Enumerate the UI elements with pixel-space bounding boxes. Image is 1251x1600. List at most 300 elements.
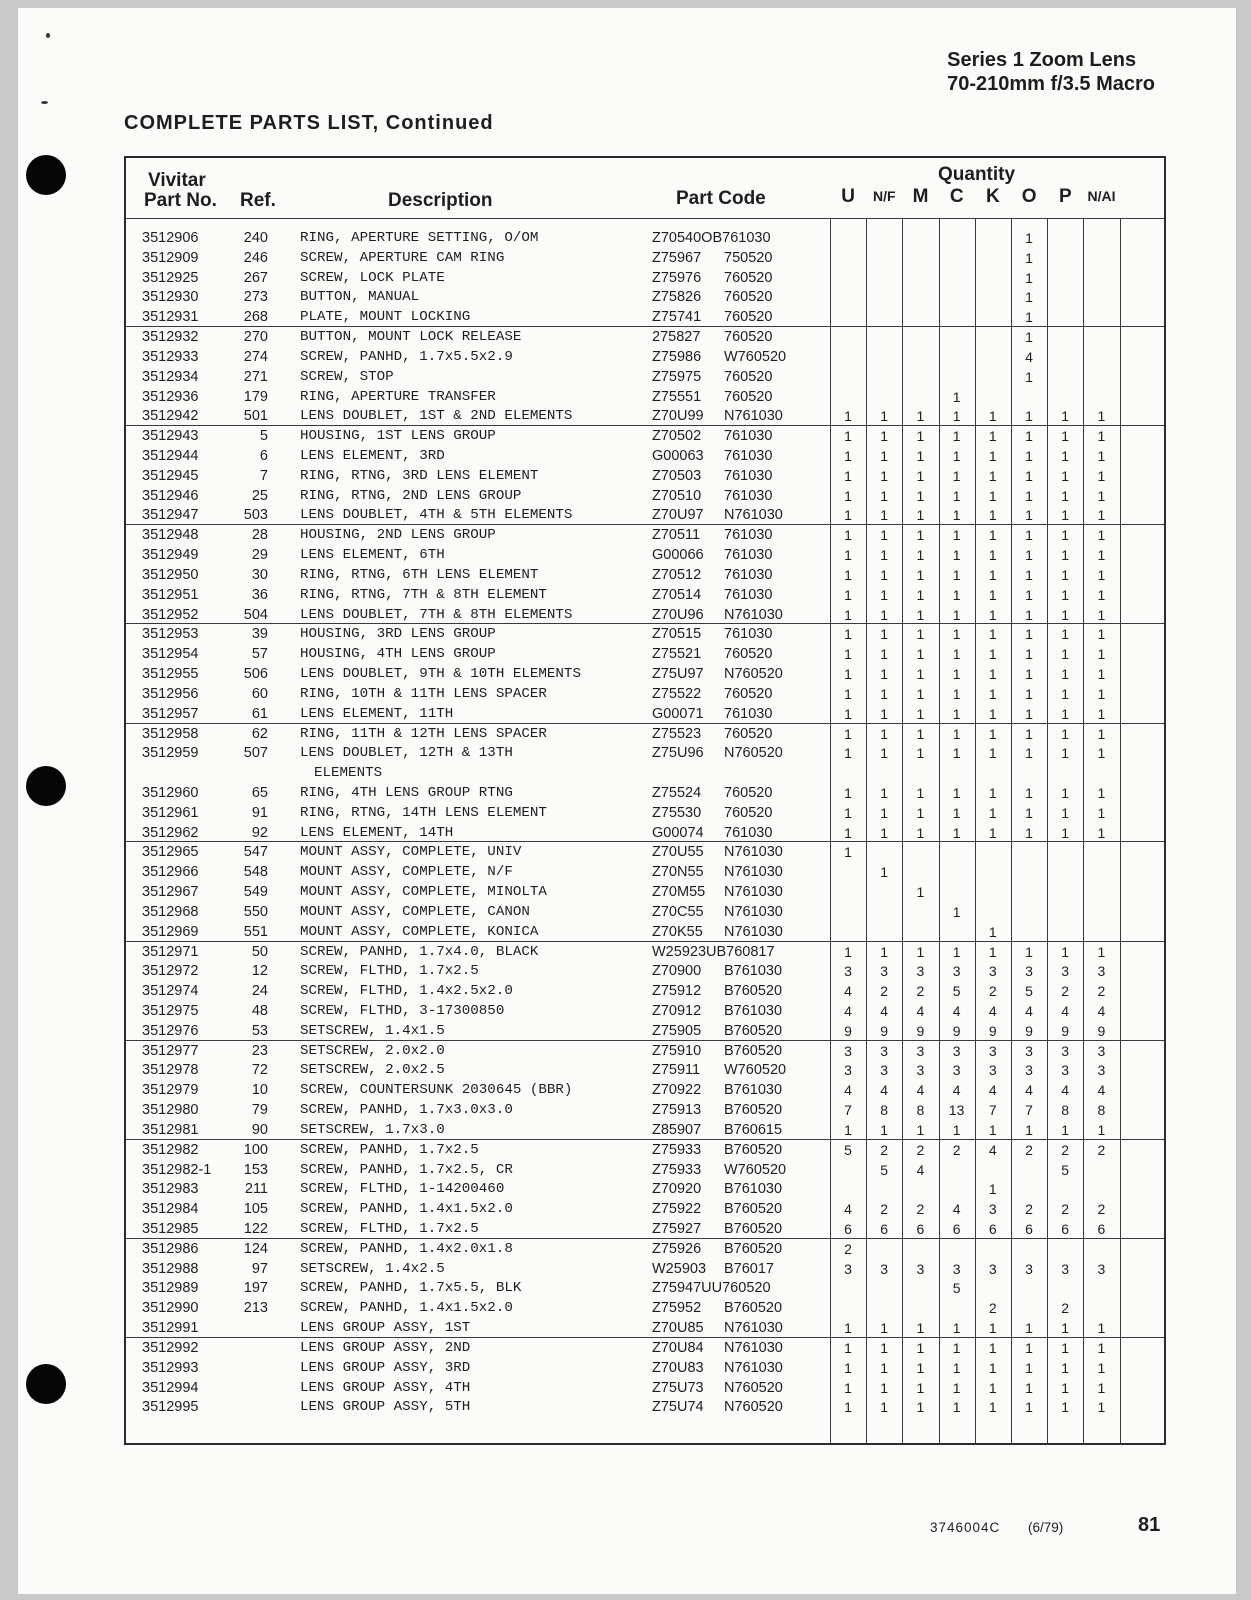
qty-cell [1011, 902, 1047, 922]
part-number: 3512952 [142, 606, 199, 623]
ref-number: 551 [243, 923, 268, 940]
qty-cell: 1 [988, 1359, 997, 1376]
qty-cell [1083, 287, 1119, 307]
part-number: 3512950 [142, 566, 199, 583]
header-qty-1: N/F [873, 188, 896, 204]
qty-cell: 1 [844, 487, 852, 504]
qty-cell: 1 [1025, 547, 1033, 564]
part-number: 3512995 [142, 1399, 199, 1416]
qty-cell [1047, 287, 1083, 307]
part-number: 3512958 [142, 725, 199, 742]
qty-cell: 1 [1025, 1320, 1033, 1337]
qty-cell: 1 [1061, 448, 1070, 465]
part-code: Z70U55 [652, 844, 704, 861]
ref-number: 179 [243, 388, 268, 405]
description: RING, RTNG, 2ND LENS GROUP [300, 487, 522, 504]
ref-number [226, 1318, 268, 1338]
qty-cell: 1 [880, 943, 889, 960]
description: LENS ELEMENT, 14TH [300, 824, 454, 841]
qty-cell [830, 1160, 866, 1180]
qty-cell: 1 [1061, 1379, 1070, 1396]
qty-cell: 1 [916, 646, 925, 663]
series-line-1: Series 1 Zoom Lens [947, 49, 1137, 71]
qty-cell [1047, 862, 1083, 882]
part-code: Z75U97 [652, 666, 704, 683]
qty-cell: 1 [952, 408, 961, 425]
part-number: 3512991 [142, 1320, 199, 1337]
part-number: 3512947 [142, 507, 199, 524]
qty-cell: 2 [988, 1300, 997, 1317]
ref-number: 100 [243, 1141, 268, 1158]
part-number: 3512982 [142, 1141, 199, 1158]
part-code-suffix: 760520 [724, 289, 773, 306]
qty-cell [866, 842, 902, 862]
qty-cell: 1 [952, 586, 961, 603]
qty-cell [866, 902, 902, 922]
qty-cell: 1 [988, 725, 997, 742]
qty-cell: 6 [952, 1221, 961, 1237]
qty-cell: 4 [1097, 1082, 1106, 1099]
part-code: Z75912 [652, 983, 702, 1000]
qty-cell [830, 922, 866, 942]
qty-cell: 1 [1025, 705, 1033, 722]
description: SETSCREW, 1.7x3.0 [300, 1121, 445, 1138]
qty-cell: 1 [916, 884, 925, 901]
qty-cell [830, 228, 866, 248]
qty-cell: 1 [1097, 408, 1106, 425]
page-number: 81 [1138, 1514, 1161, 1536]
description: SCREW, PANHD, 1.4x1.5x2.0 [300, 1201, 513, 1218]
qty-cell: 1 [1025, 943, 1033, 960]
part-number: 3512983 [142, 1181, 199, 1198]
qty-cell: 1 [1061, 804, 1070, 821]
ref-number: 90 [251, 1121, 268, 1138]
ref-number: 273 [243, 289, 268, 306]
qty-cell: 2 [1061, 1201, 1070, 1218]
qty-cell: 1 [880, 824, 889, 841]
qty-cell: 4 [844, 1002, 852, 1019]
part-number: 3512984 [142, 1201, 199, 1218]
ref-number: 503 [243, 507, 268, 524]
qty-cell: 1 [988, 408, 997, 425]
part-code-suffix: N761030 [724, 1359, 783, 1376]
qty-cell: 1 [1061, 507, 1070, 524]
part-code-suffix: 750520 [724, 249, 773, 266]
qty-cell: 1 [952, 388, 961, 405]
part-code-suffix: 760520 [724, 329, 773, 346]
header-description: Description [388, 190, 493, 211]
qty-cell: 3 [988, 1062, 997, 1079]
qty-cell: 1 [1025, 725, 1033, 742]
qty-cell: 1 [916, 745, 925, 762]
qty-cell [902, 902, 938, 922]
qty-cell: 3 [1061, 963, 1070, 980]
part-code: Z75933 [652, 1161, 702, 1178]
qty-cell [866, 922, 902, 942]
qty-cell: 1 [844, 745, 852, 762]
part-code-suffix: 760520 [724, 784, 773, 801]
binder-hole-top [26, 155, 66, 195]
qty-cell: 3 [1025, 1062, 1033, 1079]
ref-number: 91 [251, 804, 268, 821]
qty-cell [975, 842, 1011, 862]
qty-cell: 1 [844, 448, 852, 465]
qty-cell: 1 [952, 903, 961, 920]
qty-cell [939, 228, 975, 248]
qty-cell [1011, 922, 1047, 942]
qty-cell [975, 862, 1011, 882]
qty-cell: 1 [844, 626, 852, 643]
qty-cell: 3 [952, 1042, 961, 1059]
qty-cell: 3 [1061, 1062, 1070, 1079]
header-divider [126, 218, 1164, 219]
qty-cell [975, 228, 1011, 248]
qty-cell: 7 [844, 1102, 852, 1119]
ref-number: 57 [251, 646, 268, 663]
qty-cell: 1 [844, 566, 852, 583]
part-code: Z75905 [652, 1022, 702, 1039]
part-code: Z75551 [652, 388, 702, 405]
qty-cell [866, 287, 902, 307]
part-code-suffix: 760520 [724, 804, 773, 821]
part-code-suffix: B760520 [724, 1102, 783, 1119]
qty-cell: 1 [844, 606, 852, 623]
qty-cell [975, 307, 1011, 327]
qty-cell: 1 [1097, 824, 1106, 841]
qty-cell: 1 [1025, 606, 1033, 623]
qty-cell: 4 [844, 1082, 852, 1099]
ref-number: 5 [259, 428, 268, 445]
qty-cell: 4 [916, 1002, 925, 1019]
qty-cell: 1 [916, 448, 925, 465]
qty-cell: 2 [916, 983, 925, 1000]
qty-cell: 1 [916, 566, 925, 583]
qty-cell [1047, 1239, 1083, 1259]
part-code: Z70502 [652, 428, 702, 445]
part-number: 3512942 [142, 408, 199, 425]
qty-cell: 1 [880, 527, 889, 544]
qty-cell [902, 1298, 938, 1318]
description: LENS GROUP ASSY, 1ST [300, 1320, 471, 1337]
qty-cell: 1 [1061, 1121, 1070, 1138]
scan-speck [41, 101, 48, 104]
part-number: 3512982-1 [142, 1161, 212, 1178]
qty-cell [902, 387, 938, 407]
qty-cell: 1 [988, 487, 997, 504]
part-code: Z70C55 [652, 903, 704, 920]
qty-cell: 1 [1061, 646, 1070, 663]
description: LENS ELEMENT, 6TH [300, 547, 445, 564]
part-code-suffix: B760520 [724, 1141, 783, 1158]
qty-cell: 3 [916, 1042, 925, 1059]
qty-cell: 1 [1097, 705, 1106, 722]
qty-cell [1083, 248, 1119, 268]
part-code: Z70540OB761030 [652, 230, 771, 246]
qty-cell [975, 1160, 1011, 1180]
qty-cell [902, 347, 938, 367]
part-code: Z70512 [652, 566, 702, 583]
qty-cell: 1 [880, 1399, 889, 1416]
qty-cell: 1 [1025, 566, 1033, 583]
part-code: Z75975 [652, 368, 702, 385]
qty-cell [1047, 367, 1083, 387]
part-code-suffix: 760520 [724, 269, 773, 286]
qty-cell [1047, 228, 1083, 248]
qty-cell: 1 [1061, 685, 1070, 702]
qty-cell: 4 [988, 1002, 997, 1019]
qty-cell: 1 [952, 804, 961, 821]
qty-cell: 1 [1025, 745, 1033, 762]
part-code-suffix: 761030 [724, 547, 773, 564]
qty-cell [1011, 882, 1047, 902]
part-code: Z75521 [652, 646, 702, 663]
part-code-suffix: B761030 [724, 1181, 783, 1198]
qty-cell: 1 [1025, 368, 1033, 385]
description: LENS GROUP ASSY, 5TH [300, 1399, 471, 1416]
part-code: Z75952 [652, 1300, 702, 1317]
qty-cell: 1 [952, 547, 961, 564]
qty-cell: 1 [1097, 507, 1106, 524]
part-number: 3512994 [142, 1379, 199, 1396]
qty-cell [939, 1298, 975, 1318]
description: SCREW, PANHD, 1.4x1.5x2.0 [300, 1300, 513, 1317]
ref-number: 246 [243, 249, 268, 266]
description: LENS GROUP ASSY, 2ND [300, 1339, 471, 1356]
qty-cell: 1 [952, 487, 961, 504]
qty-cell: 1 [1025, 1121, 1033, 1138]
qty-cell: 1 [880, 467, 889, 484]
part-number: 3512977 [142, 1042, 199, 1059]
ref-number: 506 [243, 666, 268, 683]
description: RING, APERTURE SETTING, O/OM [300, 230, 539, 246]
qty-cell [1047, 347, 1083, 367]
qty-cell: 2 [988, 983, 997, 1000]
qty-cell [1083, 862, 1119, 882]
part-code-suffix: N761030 [724, 923, 783, 940]
description: SETSCREW, 1.4x1.5 [300, 1022, 445, 1039]
qty-cell: 5 [1061, 1161, 1070, 1178]
qty-cell: 1 [952, 428, 961, 445]
qty-cell: 1 [916, 1121, 925, 1138]
part-code: G00074 [652, 824, 704, 841]
part-number: 3512959 [142, 745, 199, 762]
qty-cell: 4 [952, 1201, 961, 1218]
qty-cell: 1 [1061, 1359, 1070, 1376]
part-code-suffix: 761030 [724, 566, 773, 583]
ref-number: 50 [251, 943, 268, 960]
ref-number: 274 [243, 348, 268, 365]
qty-cell: 6 [880, 1221, 889, 1237]
part-code: Z70900 [652, 963, 702, 980]
description: MOUNT ASSY, COMPLETE, MINOLTA [300, 884, 547, 901]
qty-cell: 1 [1097, 1399, 1106, 1416]
part-code: Z70U84 [652, 1339, 704, 1356]
ref-number: 501 [243, 408, 268, 425]
qty-cell: 1 [1061, 824, 1070, 841]
qty-cell [866, 387, 902, 407]
qty-cell [866, 763, 902, 783]
qty-cell [902, 287, 938, 307]
qty-cell: 1 [988, 1320, 997, 1337]
qty-cell [1047, 882, 1083, 902]
qty-cell: 13 [948, 1102, 965, 1119]
qty-cell: 3 [916, 1062, 925, 1079]
qty-cell [1047, 268, 1083, 288]
description: SCREW, PANHD, 1.7x2.5, CR [300, 1161, 513, 1178]
part-code-suffix: N761030 [724, 884, 783, 901]
ref-number: 271 [243, 368, 268, 385]
qty-cell: 1 [988, 428, 997, 445]
part-code: Z70511 [652, 527, 701, 544]
qty-cell: 2 [1025, 1201, 1033, 1218]
part-number: 3512962 [142, 824, 199, 841]
qty-cell: 3 [1097, 1042, 1106, 1059]
qty-cell: 4 [1025, 1002, 1033, 1019]
qty-cell: 1 [1097, 527, 1106, 544]
qty-cell: 1 [988, 705, 997, 722]
qty-cell [830, 327, 866, 347]
part-number: 3512943 [142, 428, 199, 445]
qty-cell: 3 [952, 1260, 961, 1277]
qty-cell: 1 [880, 547, 889, 564]
qty-cell: 1 [1025, 487, 1033, 504]
qty-cell: 4 [844, 1201, 852, 1218]
part-code-suffix: B761030 [724, 963, 783, 980]
description: SCREW, PANHD, 1.7x2.5 [300, 1141, 479, 1158]
qty-cell [1011, 842, 1047, 862]
qty-cell: 1 [988, 547, 997, 564]
ref-number: 549 [243, 884, 268, 901]
description: SCREW, LOCK PLATE [300, 269, 445, 286]
ref-number: 105 [243, 1201, 268, 1218]
qty-cell [1083, 347, 1119, 367]
description: MOUNT ASSY, COMPLETE, KONICA [300, 923, 539, 940]
qty-cell: 9 [1097, 1022, 1106, 1039]
qty-cell: 1 [916, 1320, 925, 1337]
qty-cell [1083, 922, 1119, 942]
qty-cell: 1 [880, 725, 889, 742]
description: LENS DOUBLET, 4TH & 5TH ELEMENTS [300, 507, 573, 524]
qty-cell [902, 367, 938, 387]
header-qty-0: U [841, 186, 855, 207]
part-code-suffix: 760520 [724, 388, 773, 405]
qty-cell [975, 882, 1011, 902]
part-code-suffix: 761030 [724, 428, 773, 445]
qty-cell: 6 [844, 1221, 852, 1237]
qty-cell: 1 [1061, 943, 1070, 960]
qty-cell: 3 [1097, 1260, 1106, 1277]
qty-cell: 1 [880, 566, 889, 583]
qty-cell [866, 1298, 902, 1318]
qty-cell [902, 228, 938, 248]
qty-cell: 1 [844, 408, 852, 425]
description: HOUSING, 1ST LENS GROUP [300, 428, 496, 445]
ref-number: 268 [243, 309, 268, 326]
qty-cell [975, 1239, 1011, 1259]
part-code-suffix: W760520 [724, 1062, 787, 1079]
qty-cell: 1 [880, 646, 889, 663]
description: LENS DOUBLET, 12TH & 13TH [300, 745, 513, 762]
qty-cell: 1 [1097, 448, 1106, 465]
part-code: Z70514 [652, 586, 702, 603]
description: BUTTON, MANUAL [300, 289, 420, 306]
header-ref: Ref. [240, 190, 276, 211]
document-date: (6/79) [1028, 1520, 1064, 1535]
qty-cell: 1 [916, 1359, 925, 1376]
qty-cell [975, 268, 1011, 288]
ref-number: 548 [243, 864, 268, 881]
qty-cell: 1 [1097, 646, 1106, 663]
part-number: 3512955 [142, 666, 199, 683]
part-code-suffix: W760520 [724, 1161, 787, 1178]
qty-cell: 1 [1097, 547, 1106, 564]
part-number: 3512946 [142, 487, 199, 504]
ref-number: 36 [251, 586, 268, 603]
qty-cell: 1 [1025, 804, 1033, 821]
ref-number [226, 1397, 268, 1417]
part-number: 3512990 [142, 1300, 199, 1317]
qty-cell: 1 [916, 507, 925, 524]
qty-cell [866, 248, 902, 268]
qty-cell: 3 [1061, 1042, 1070, 1059]
qty-cell: 3 [988, 1260, 997, 1277]
description: SCREW, PANHD, 1.7x5.5x2.9 [300, 348, 513, 365]
ref-number: 25 [251, 487, 268, 504]
qty-cell: 1 [988, 586, 997, 603]
qty-cell: 2 [1061, 1141, 1070, 1158]
part-code: W25923UB760817 [652, 943, 775, 960]
part-number: 3512909 [142, 249, 199, 266]
qty-cell: 1 [952, 1359, 961, 1376]
qty-cell: 1 [1025, 1359, 1033, 1376]
qty-cell: 1 [988, 626, 997, 643]
part-code: Z70U83 [652, 1359, 704, 1376]
part-code: Z75U74 [652, 1399, 704, 1416]
part-code-suffix: 761030 [724, 527, 773, 544]
qty-cell: 1 [952, 448, 961, 465]
part-number: 3512954 [142, 646, 199, 663]
part-number: 3512974 [142, 983, 199, 1000]
ref-number: 504 [243, 606, 268, 623]
qty-cell: 1 [1025, 329, 1033, 346]
qty-cell [939, 347, 975, 367]
part-code-suffix: 761030 [724, 705, 773, 722]
qty-cell: 8 [1061, 1102, 1070, 1119]
part-number: 3512975 [142, 1002, 199, 1019]
qty-cell: 3 [880, 1062, 889, 1079]
part-code: Z70922 [652, 1082, 702, 1099]
description: SETSCREW, 2.0x2.5 [300, 1062, 445, 1079]
qty-cell [939, 882, 975, 902]
qty-cell: 9 [880, 1022, 889, 1039]
part-code-suffix: 761030 [724, 448, 773, 465]
qty-cell: 1 [916, 606, 925, 623]
ref-number: 23 [251, 1042, 268, 1059]
description: RING, 10TH & 11TH LENS SPACER [300, 685, 547, 702]
qty-cell: 1 [844, 467, 852, 484]
qty-cell: 4 [880, 1002, 889, 1019]
qty-cell: 9 [844, 1022, 852, 1039]
part-code: Z75947UU760520 [652, 1280, 771, 1297]
qty-cell [939, 763, 975, 783]
qty-cell: 1 [880, 1320, 889, 1337]
qty-cell [866, 1179, 902, 1199]
qty-cell [866, 327, 902, 347]
qty-cell: 1 [844, 725, 852, 742]
qty-cell: 1 [1097, 784, 1106, 801]
qty-cell [1047, 307, 1083, 327]
qty-cell [902, 1179, 938, 1199]
